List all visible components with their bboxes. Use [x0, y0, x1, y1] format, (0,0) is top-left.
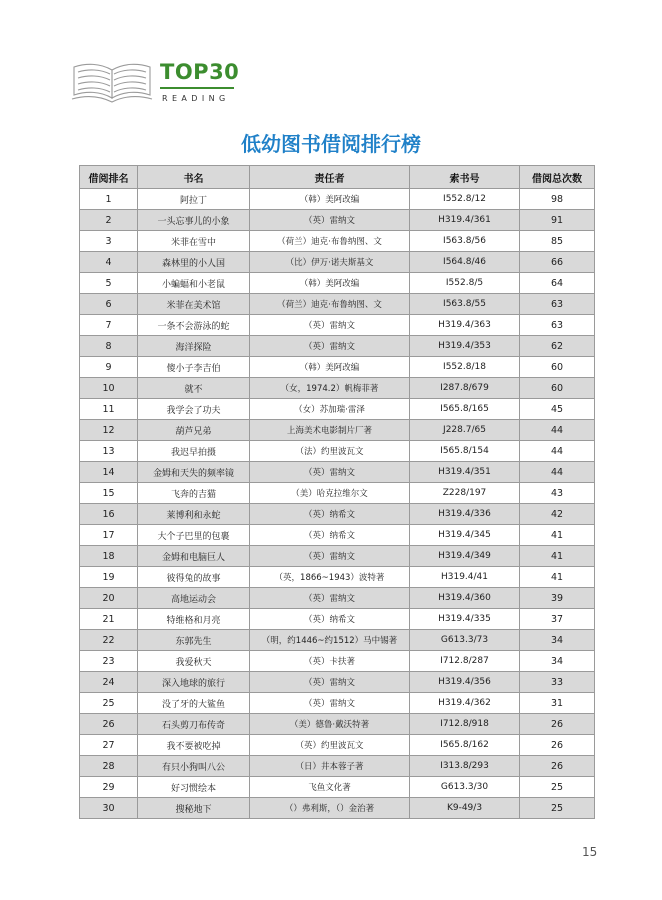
cell-count: 66	[520, 252, 595, 273]
col-header-callno: 索书号	[410, 166, 520, 189]
table-row	[80, 672, 595, 693]
cell-title: 米菲在美术馆	[138, 294, 250, 315]
cell-rank: 6	[80, 294, 138, 315]
cell-author: （英）雷纳文	[250, 693, 410, 714]
cell-rank: 19	[80, 567, 138, 588]
cell-count: 31	[520, 693, 595, 714]
cell-title: 一头忘事儿的小象	[138, 210, 250, 231]
cell-callno: I563.8/56	[410, 231, 520, 252]
cell-callno: I552.8/18	[410, 357, 520, 378]
cell-title: 有只小狗叫八公	[138, 756, 250, 777]
table-row	[80, 609, 595, 630]
cell-title: 石头剪刀布传奇	[138, 714, 250, 735]
cell-callno: H319.4/335	[410, 609, 520, 630]
cell-author: （英）约里波瓦文	[250, 735, 410, 756]
table-row	[80, 315, 595, 336]
table-row	[80, 231, 595, 252]
cell-author: 上海美术电影制片厂著	[250, 420, 410, 441]
cell-author: （英）雷纳文	[250, 336, 410, 357]
cell-callno: I565.8/162	[410, 735, 520, 756]
cell-author: （英）雷纳文	[250, 210, 410, 231]
cell-count: 60	[520, 357, 595, 378]
cell-callno: H319.4/362	[410, 693, 520, 714]
page-title: 低幼图书借阅排行榜	[241, 132, 421, 156]
cell-rank: 15	[80, 483, 138, 504]
cell-callno: H319.4/351	[410, 462, 520, 483]
cell-rank: 2	[80, 210, 138, 231]
table-row	[80, 735, 595, 756]
cell-count: 85	[520, 231, 595, 252]
cell-author: （英，1866~1943）波特著	[250, 567, 410, 588]
cell-rank: 1	[80, 189, 138, 210]
table-header-row	[80, 166, 595, 189]
cell-author: 飞鱼文化著	[250, 777, 410, 798]
cell-callno: I565.8/165	[410, 399, 520, 420]
ranking-table	[79, 165, 595, 819]
cell-rank: 26	[80, 714, 138, 735]
table-row	[80, 336, 595, 357]
cell-title: 深入地球的旅行	[138, 672, 250, 693]
table-row	[80, 441, 595, 462]
cell-author: （明，约1446~约1512）马中锡著	[250, 630, 410, 651]
cell-title: 金姆和天失的频率镜	[138, 462, 250, 483]
cell-title: 我爱秋天	[138, 651, 250, 672]
cell-callno: I563.8/55	[410, 294, 520, 315]
cell-count: 63	[520, 315, 595, 336]
table-row	[80, 504, 595, 525]
cell-author: （韩）美阿改编	[250, 273, 410, 294]
cell-rank: 3	[80, 231, 138, 252]
cell-rank: 29	[80, 777, 138, 798]
table-row	[80, 273, 595, 294]
cell-rank: 22	[80, 630, 138, 651]
cell-title: 阿拉丁	[138, 189, 250, 210]
cell-rank: 12	[80, 420, 138, 441]
cell-rank: 28	[80, 756, 138, 777]
cell-title: 我迟早拍摄	[138, 441, 250, 462]
table-row	[80, 567, 595, 588]
cell-title: 葫芦兄弟	[138, 420, 250, 441]
cell-title: 彼得兔的故事	[138, 567, 250, 588]
cell-count: 44	[520, 462, 595, 483]
cell-author: （日）井本蓉子著	[250, 756, 410, 777]
cell-rank: 17	[80, 525, 138, 546]
table-row	[80, 378, 595, 399]
cell-title: 没了牙的大鲨鱼	[138, 693, 250, 714]
cell-count: 26	[520, 756, 595, 777]
cell-rank: 16	[80, 504, 138, 525]
reading-logo	[70, 54, 250, 110]
cell-count: 98	[520, 189, 595, 210]
col-header-rank: 借阅排名	[80, 166, 138, 189]
cell-rank: 30	[80, 798, 138, 819]
cell-callno: H319.4/361	[410, 210, 520, 231]
cell-title: 米菲在雪中	[138, 231, 250, 252]
cell-rank: 27	[80, 735, 138, 756]
cell-author: （英）雷纳文	[250, 315, 410, 336]
cell-callno: I313.8/293	[410, 756, 520, 777]
cell-count: 44	[520, 420, 595, 441]
cell-count: 41	[520, 546, 595, 567]
table-row	[80, 420, 595, 441]
cell-rank: 23	[80, 651, 138, 672]
cell-author: （英）雷纳文	[250, 588, 410, 609]
cell-author: （英）雷纳文	[250, 672, 410, 693]
cell-count: 62	[520, 336, 595, 357]
cell-count: 39	[520, 588, 595, 609]
table-row	[80, 714, 595, 735]
cell-author: （韩）美阿改编	[250, 189, 410, 210]
cell-author: （英）纳希文	[250, 504, 410, 525]
cell-rank: 13	[80, 441, 138, 462]
cell-callno: H319.4/345	[410, 525, 520, 546]
cell-count: 41	[520, 525, 595, 546]
table-row	[80, 630, 595, 651]
cell-count: 43	[520, 483, 595, 504]
cell-count: 34	[520, 630, 595, 651]
cell-title: 特维格和月亮	[138, 609, 250, 630]
table-row	[80, 756, 595, 777]
cell-rank: 24	[80, 672, 138, 693]
cell-callno: K9-49/3	[410, 798, 520, 819]
table-row	[80, 693, 595, 714]
cell-rank: 14	[80, 462, 138, 483]
cell-count: 25	[520, 798, 595, 819]
cell-title: 森林里的小人国	[138, 252, 250, 273]
table-row	[80, 525, 595, 546]
cell-callno: I552.8/12	[410, 189, 520, 210]
cell-author: （韩）美阿改编	[250, 357, 410, 378]
cell-author: （美）德鲁·戴沃特著	[250, 714, 410, 735]
table-row	[80, 651, 595, 672]
table-row	[80, 588, 595, 609]
cell-count: 26	[520, 735, 595, 756]
col-header-count: 借阅总次数	[520, 166, 595, 189]
table-row	[80, 252, 595, 273]
cell-callno: H319.4/349	[410, 546, 520, 567]
cell-rank: 25	[80, 693, 138, 714]
cell-author: （法）约里波瓦文	[250, 441, 410, 462]
cell-count: 26	[520, 714, 595, 735]
cell-count: 64	[520, 273, 595, 294]
cell-author: （英）雷纳文	[250, 546, 410, 567]
table-row	[80, 546, 595, 567]
cell-rank: 5	[80, 273, 138, 294]
cell-rank: 18	[80, 546, 138, 567]
cell-author: （女，1974.2）帆梅菲著	[250, 378, 410, 399]
cell-count: 91	[520, 210, 595, 231]
cell-author: （英）纳希文	[250, 609, 410, 630]
open-book-icon	[70, 58, 154, 104]
cell-count: 44	[520, 441, 595, 462]
cell-author: （女）苏加瑞·雷泽	[250, 399, 410, 420]
cell-title: 我学会了功夫	[138, 399, 250, 420]
cell-title: 傻小子李吉伯	[138, 357, 250, 378]
cell-title: 高地运动会	[138, 588, 250, 609]
cell-callno: I712.8/287	[410, 651, 520, 672]
cell-author: （荷兰）迪克·布鲁纳图、文	[250, 294, 410, 315]
cell-rank: 7	[80, 315, 138, 336]
table-row	[80, 189, 595, 210]
cell-count: 45	[520, 399, 595, 420]
cell-callno: G613.3/73	[410, 630, 520, 651]
cell-title: 好习惯绘本	[138, 777, 250, 798]
cell-rank: 8	[80, 336, 138, 357]
cell-callno: I712.8/918	[410, 714, 520, 735]
col-header-title: 书名	[138, 166, 250, 189]
cell-title: 金姆和电脑巨人	[138, 546, 250, 567]
cell-count: 34	[520, 651, 595, 672]
cell-callno: I564.8/46	[410, 252, 520, 273]
cell-count: 60	[520, 378, 595, 399]
table-row	[80, 798, 595, 819]
cell-count: 41	[520, 567, 595, 588]
cell-callno: H319.4/353	[410, 336, 520, 357]
cell-author: （荷兰）迪克·布鲁纳图、文	[250, 231, 410, 252]
cell-title: 海洋探险	[138, 336, 250, 357]
logo-title: TOP30	[160, 60, 240, 84]
cell-author: （）弗利斯，（）金治著	[250, 798, 410, 819]
logo-subtitle: READING	[162, 94, 230, 103]
cell-count: 33	[520, 672, 595, 693]
cell-title: 小蝙蝠和小老鼠	[138, 273, 250, 294]
col-header-author: 责任者	[250, 166, 410, 189]
cell-title: 大个子巴里的包裹	[138, 525, 250, 546]
cell-rank: 4	[80, 252, 138, 273]
cell-author: （美）哈克拉维尔文	[250, 483, 410, 504]
cell-callno: I552.8/5	[410, 273, 520, 294]
table-row	[80, 357, 595, 378]
cell-callno: H319.4/363	[410, 315, 520, 336]
cell-title: 我不要被吃掉	[138, 735, 250, 756]
cell-rank: 9	[80, 357, 138, 378]
cell-rank: 10	[80, 378, 138, 399]
table-row	[80, 294, 595, 315]
table-row	[80, 210, 595, 231]
cell-title: 东郭先生	[138, 630, 250, 651]
cell-title: 搜秘地下	[138, 798, 250, 819]
cell-callno: Z228/197	[410, 483, 520, 504]
cell-count: 42	[520, 504, 595, 525]
cell-rank: 11	[80, 399, 138, 420]
cell-callno: H319.4/356	[410, 672, 520, 693]
cell-callno: G613.3/30	[410, 777, 520, 798]
cell-count: 63	[520, 294, 595, 315]
cell-rank: 21	[80, 609, 138, 630]
table-row	[80, 483, 595, 504]
cell-title: 一条不会游泳的蛇	[138, 315, 250, 336]
cell-callno: H319.4/41	[410, 567, 520, 588]
cell-author: （英）雷纳文	[250, 462, 410, 483]
cell-title: 莱博利和永蛇	[138, 504, 250, 525]
cell-author: （英）卡扶著	[250, 651, 410, 672]
cell-author: （英）纳希文	[250, 525, 410, 546]
cell-callno: H319.4/336	[410, 504, 520, 525]
cell-callno: J228.7/65	[410, 420, 520, 441]
cell-callno: I287.8/679	[410, 378, 520, 399]
cell-author: （比）伊万·诺夫斯基文	[250, 252, 410, 273]
table-row	[80, 777, 595, 798]
logo-divider	[160, 87, 234, 89]
cell-count: 37	[520, 609, 595, 630]
cell-count: 25	[520, 777, 595, 798]
cell-title: 就不	[138, 378, 250, 399]
table-row	[80, 399, 595, 420]
table-row	[80, 462, 595, 483]
cell-callno: I565.8/154	[410, 441, 520, 462]
cell-rank: 20	[80, 588, 138, 609]
page-number: 15	[582, 845, 598, 859]
cell-title: 飞奔的吉猫	[138, 483, 250, 504]
cell-callno: H319.4/360	[410, 588, 520, 609]
